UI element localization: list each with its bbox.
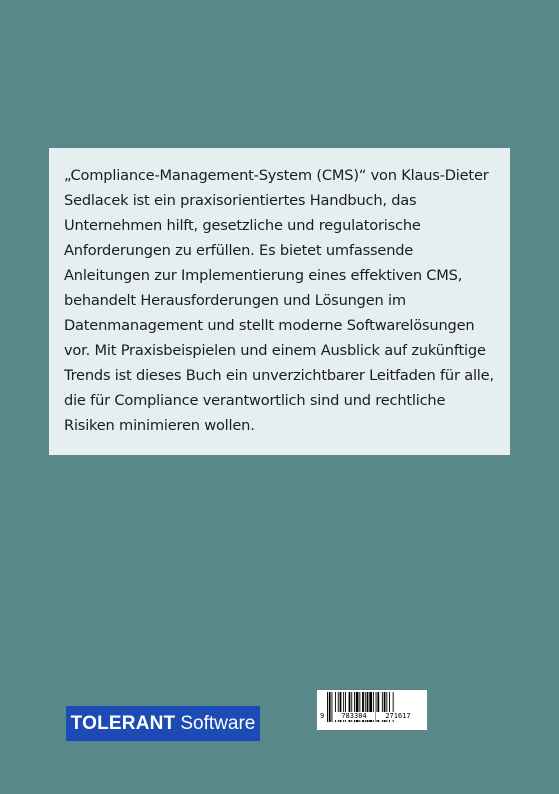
isbn-barcode <box>317 690 427 730</box>
barcode-middle-group: 783384 <box>334 712 374 720</box>
barcode-last-group: 271617 <box>376 712 420 720</box>
publisher-logo <box>66 706 260 741</box>
publisher-logo-light: Software <box>180 712 256 734</box>
blurb-text: „Compliance-Management-System (CMS)“ von Klaus-Dieter Sedlacek ist ein praxisorientiertes Handbuch, das Unternehmen hilft, gesetzliche und regulatorische Anforderungen zu erfüllen. Es bietet umfassende Anleitungen zur Implementierung eines effektiven CMS, behandelt Herausforderungen und Lösungen im Datenmanagement und stellt moderne Softwarelösungen vor. Mit Praxisbeispielen und einem Ausblick auf zukünftige Trends ist dieses Buch ein unverzichtbarer Leitfaden für alle, die für Compliance verantwortlich sind und rechtliche Risiken minimieren wollen. <box>64 167 494 434</box>
barcode-digits <box>317 712 427 724</box>
barcode-bars <box>317 690 427 730</box>
blurb-box <box>49 148 510 455</box>
publisher-logo-bold: TOLERANT <box>70 712 176 734</box>
barcode-first-digit: 9 <box>320 712 325 720</box>
